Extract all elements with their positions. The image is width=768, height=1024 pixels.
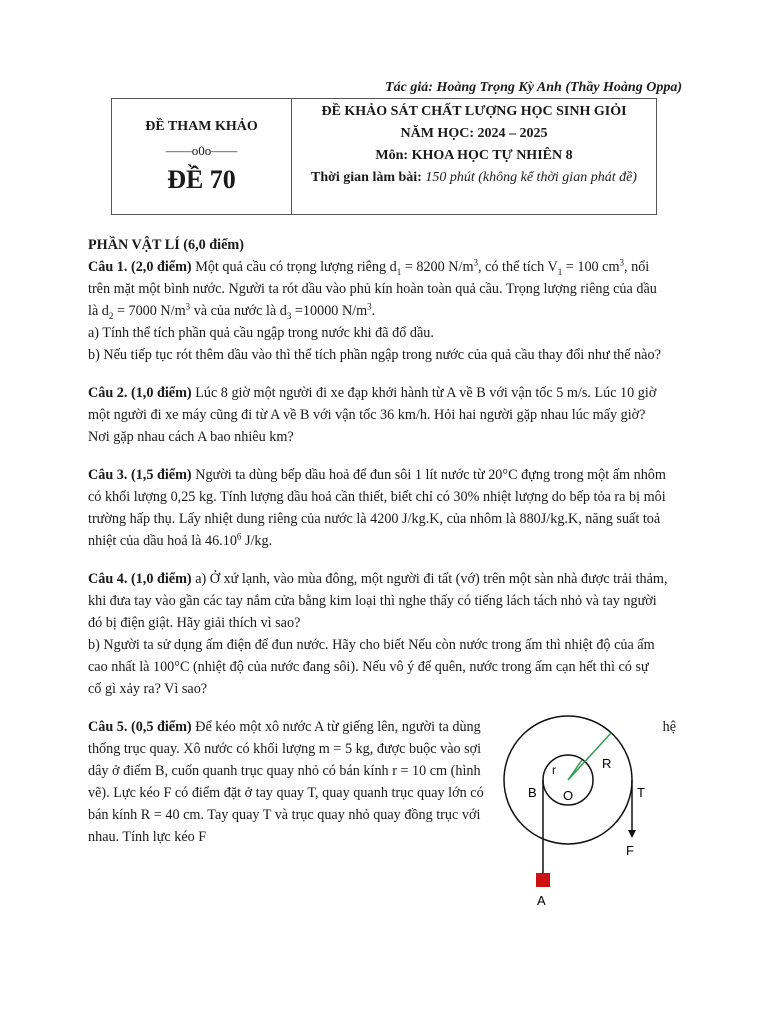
header-right-cell: [292, 99, 656, 214]
section-title: PHẦN VẬT LÍ (6,0 điểm): [88, 237, 244, 253]
question-label: Câu 2. (1,0 điểm): [88, 385, 192, 401]
label-A: A: [537, 893, 546, 908]
exam-title: ĐỀ KHẢO SÁT CHẤT LƯỢNG HỌC SINH GIỎI: [321, 104, 627, 119]
question-label: Câu 5. (0,5 điểm): [88, 719, 192, 735]
label-T: T: [637, 785, 645, 800]
question-label: Câu 1. (2,0 điểm): [88, 259, 192, 275]
question-4: Câu 4. (1,0 điểm) a) Ở xứ lạnh, vào mùa đông, một người đi tất (vớ) trên một sàn nhà được trải thảm, khi đưa tay vào gần các tay nắm cửa bằng kim loại thì nghe thấy có tiếng lách tách nhỏ và tay người đó bị điện giật. Hãy giải thích vì sao? b) Người ta sử dụng ấm điện để đun nước. Hãy cho biết Nếu còn nước trong ấm thì nhiệt độ của ấm cao nhất là 100°C (nhiệt độ của nước đang sôi). Nếu vô ý để quên, nước trong ấm cạn hết thì có sự cố gì xảy ra? Vì sao?: [88, 571, 668, 697]
exam-content: [88, 234, 684, 916]
time-info: Thời gian làm bài: 150 phút (không kể thời gian phát đề): [311, 170, 637, 185]
question-5-trailing-word: hệ: [662, 719, 676, 735]
exam-header: [111, 98, 657, 215]
exam-number: ĐỀ 70: [167, 164, 236, 194]
header-divider: ——o0o——: [165, 142, 238, 158]
force-arrow-head: [628, 830, 636, 838]
label-R: R: [602, 756, 612, 771]
school-year: NĂM HỌC: 2024 – 2025: [400, 126, 548, 141]
subject: Môn: KHOA HỌC TỰ NHIÊN 8: [375, 148, 573, 163]
header-left-cell: [112, 99, 292, 214]
label-B: B: [528, 785, 537, 800]
author-line: Tác giả: Hoàng Trọng Kỳ Anh (Thầy Hoàng Oppa): [385, 80, 682, 95]
time-value: 150 phút (không kể thời gian phát đề): [425, 170, 637, 185]
question-3: Câu 3. (1,5 điểm) Người ta dùng bếp dầu hoả để đun sôi 1 lít nước từ 20°C đựng trong một ấm nhôm có khối lượng 0,25 kg. Tính lượng dầu hoả cần thiết, biết chỉ có 30% nhiệt lượng do bếp tỏa ra bị môi trường hấp thụ. Lấy nhiệt dung riêng của nước là 4200 J/kg.K, của nhôm là 880J/kg.K, năng suất toả nhiệt của dầu hoả là 46.10$^6$ J/kg.: [88, 467, 666, 549]
question-label: Câu 4. (1,0 điểm): [88, 571, 192, 587]
label-r: r: [552, 763, 556, 777]
radius-r-line: [568, 760, 582, 780]
bucket-A: [536, 873, 550, 887]
reference-label: ĐỀ THAM KHẢO: [145, 118, 258, 134]
question-2: Câu 2. (1,0 điểm) Lúc 8 giờ một người đi xe đạp khởi hành từ A về B với vận tốc 5 m/s. Lúc 10 giờ một người đi xe máy cũng đi từ A về B với vận tốc 36 km/h. Hỏi hai người gặp nhau lúc mấy giờ? Nơi gặp nhau cách A bao nhiêu km?: [88, 385, 657, 445]
question-5: Câu 5. (0,5 điểm) Để kéo một xô nước A từ giếng lên, người ta dùng thống trục quay. Xô nước có khối lượng m = 5 kg, được buộc vào sợi dây ở điểm B, cuốn quanh trục quay nhỏ có bán kính r = 10 cm (hình vẽ). Lực kéo F có điểm đặt ở tay quay T, quay quanh trục quay lớn có bán kính R = 40 cm. Tay quay T và trục quay nhỏ quay đồng trục với nhau. Tính lực kéo F hệ r R O B T F A: [88, 716, 684, 916]
label-O: O: [563, 788, 574, 803]
question-label: Câu 3. (1,5 điểm): [88, 467, 192, 483]
label-F: F: [626, 843, 634, 858]
pulley-diagram: [500, 708, 660, 908]
question-1: Câu 1. (2,0 điểm) Một quả cầu có trọng lượng riêng $d_1 = 8200$ $N/m^3$, có thể tích $V_1 = 100$ $cm^3$, nổi trên mặt một bình nước. Người ta rót dầu vào phủ kín hoàn toàn quả cầu. Trọng lượng riêng của dầu là $d_2 = 7000$ $N/m^3$ và của nước là $d_3 =10000$ $N/m^3$. a) Tính thể tích phần quả cầu ngập trong nước khi đã đổ dầu. b) Nếu tiếp tục rót thêm dầu vào thì thể tích phần ngập trong nước của quả cầu thay đổi như thế nào?: [88, 257, 661, 363]
